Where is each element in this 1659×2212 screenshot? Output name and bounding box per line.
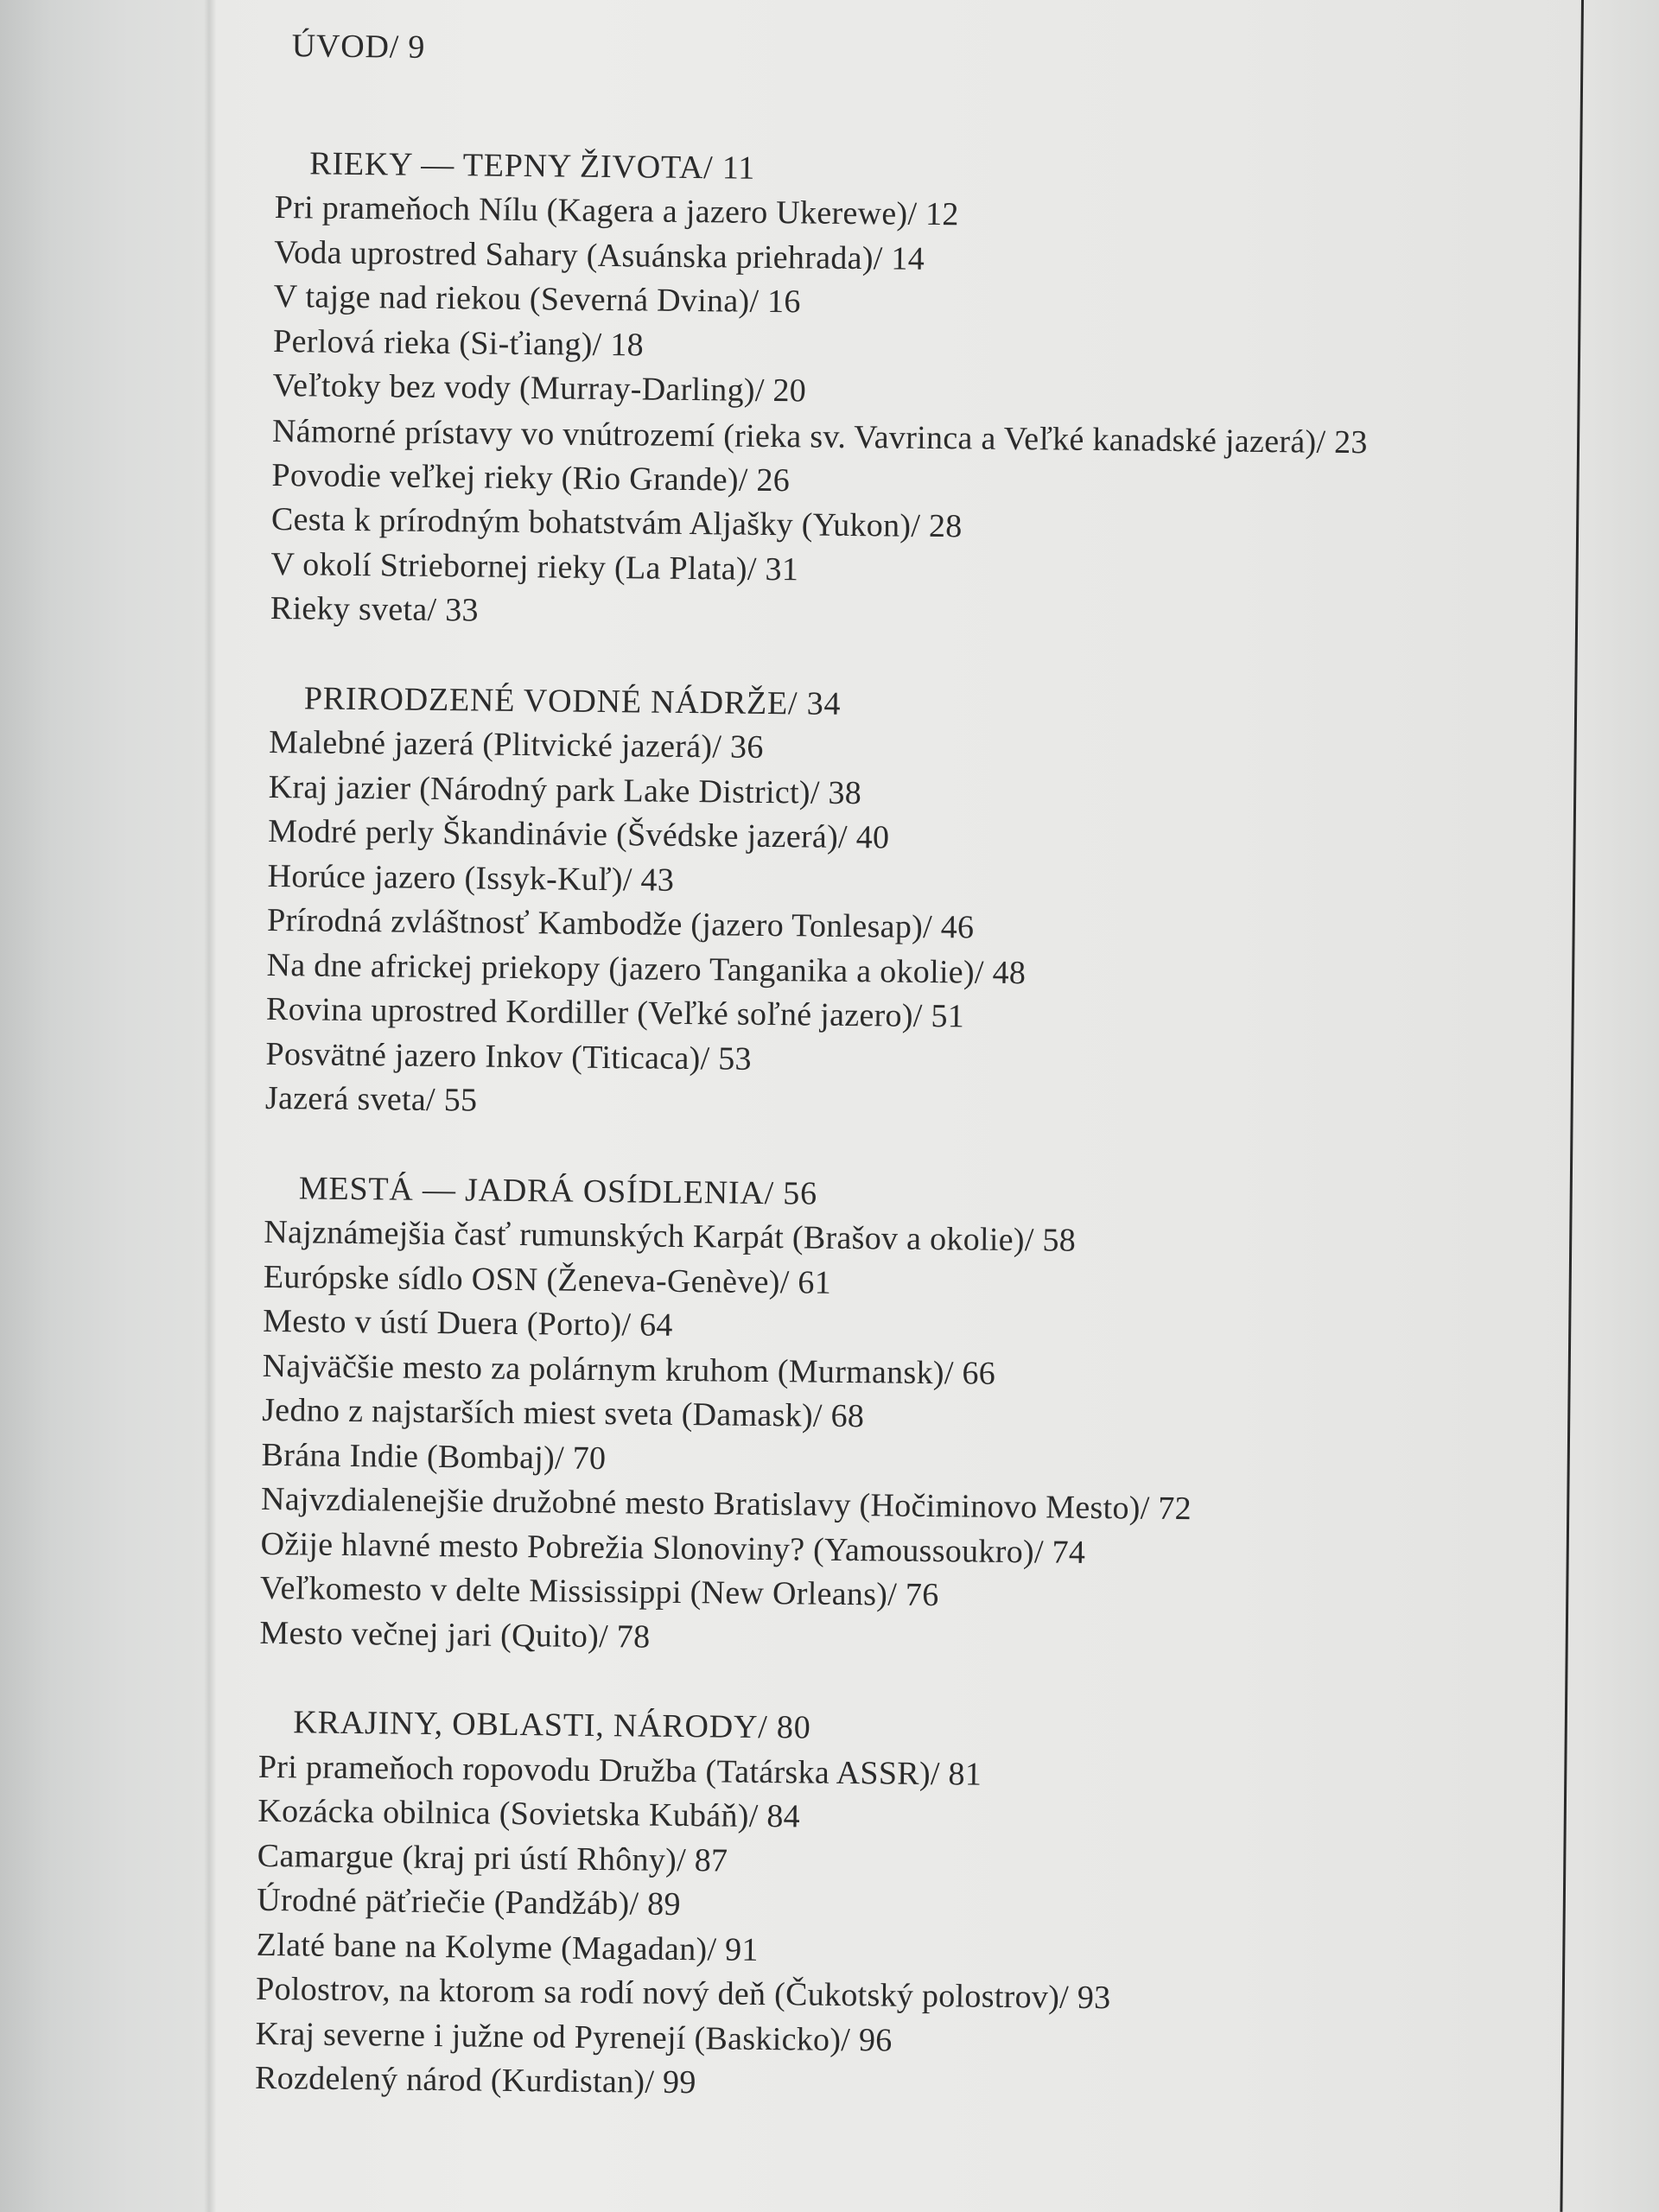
- toc-entry: Povodie veľkej rieky (Rio Grande)/ 26: [271, 456, 791, 499]
- toc-entry: Mesto v ústí Duera (Porto)/ 64: [263, 1302, 673, 1344]
- toc-entry: Úrodné päťriečie (Pandžáb)/ 89: [257, 1881, 681, 1923]
- section-lakes: [265, 676, 1548, 1134]
- toc-entry: V okolí Striebornej rieky (La Plata)/ 31: [270, 545, 799, 588]
- intro-entry: ÚVOD/ 9: [291, 28, 426, 66]
- section-heading: RIEKY — TEPNY ŽIVOTA/ 11: [309, 144, 756, 187]
- toc-entry: Malebné jazerá (Plitvické jazerá)/ 36: [269, 723, 764, 766]
- toc-entry: Jazerá sveta/ 55: [264, 1079, 478, 1119]
- toc-entry: Rieky sveta/ 33: [270, 589, 480, 629]
- section-heading: MESTÁ — JADRÁ OSÍDLENIA/ 56: [298, 1169, 818, 1212]
- toc-entry: Najznámejšia časť rumunských Karpát (Brašov a okolie)/ 58: [264, 1213, 1077, 1259]
- toc-entry: Najvzdialenejšie družobné mesto Bratislavy (Hočiminovo Mesto)/ 72: [260, 1480, 1192, 1528]
- toc-entry: Brána Indie (Bombaj)/ 70: [261, 1436, 607, 1477]
- toc-entry: Európske sídlo OSN (Ženeva-Genève)/ 61: [263, 1258, 832, 1301]
- toc-entry: Modré perly Škandinávie (Švédske jazerá)/ 40: [267, 812, 890, 856]
- toc-entry: Kraj jazier (Národný park Lake District)/ 38: [268, 768, 862, 811]
- section-heading: PRIRODZENÉ VODNÉ NÁDRŽE/ 34: [303, 679, 842, 722]
- toc-entry: Zlaté bane na Kolyme (Magadan)/ 91: [256, 1926, 759, 1968]
- section-heading: KRAJINY, OBLASTI, NÁRODY/ 80: [293, 1704, 811, 1746]
- toc-entry: Jedno z najstarších miest sveta (Damask)/ 68: [261, 1391, 865, 1435]
- toc-entry: Perlová rieka (Si-ťiang)/ 18: [272, 322, 645, 363]
- toc-entry: Cesta k prírodným bohatstvám Aljašky (Yukon)/ 28: [270, 500, 963, 545]
- section-regions: [255, 1700, 1538, 2114]
- toc-entry: Na dne africkej priekopy (jazero Tanganika a okolie)/ 48: [266, 946, 1027, 991]
- toc-entry: Pri prameňoch Nílu (Kagera a jazero Ukerewe)/ 12: [274, 188, 959, 233]
- toc-entry: Horúce jazero (Issyk-Kuľ)/ 43: [267, 857, 675, 899]
- toc-entry: Ožije hlavné mesto Pobrežia Slonoviny? (Yamoussoukro)/ 74: [260, 1525, 1086, 1571]
- section-cities: [259, 1166, 1543, 1669]
- toc-entry: Kraj severne i južne od Pyrenejí (Baskicko)/ 96: [255, 2015, 893, 2059]
- section-rivers: [270, 141, 1554, 644]
- toc-entry: Veľkomesto v delte Mississippi (New Orleans)/ 76: [259, 1569, 939, 1614]
- toc-entry: Námorné prístavy vo vnútrozemí (rieka sv. Vavrinca a Veľké kanadské jazerá)/ 23: [271, 412, 1368, 461]
- toc-entry: Polostrov, na ktorom sa rodí nový deň (Čukotský polostrov)/ 93: [255, 1970, 1111, 2017]
- toc-entry: Pri prameňoch ropovodu Družba (Tatárska ASSR)/ 81: [257, 1748, 982, 1793]
- toc-entry: Najväčšie mesto za polárnym kruhom (Murmansk)/ 66: [262, 1347, 996, 1392]
- toc-entry: Kozácka obilnica (Sovietska Kubáň)/ 84: [257, 1792, 801, 1835]
- table-of-contents: [255, 24, 1555, 2114]
- toc-entry: Mesto večnej jari (Quito)/ 78: [259, 1614, 651, 1656]
- toc-entry: Rovina uprostred Kordiller (Veľké soľné jazero)/ 51: [265, 990, 965, 1035]
- toc-entry: Veľtoky bez vody (Murray-Darling)/ 20: [272, 366, 807, 410]
- margin-rule: [1560, 0, 1584, 2212]
- toc-entry: Camargue (kraj pri ústí Rhôny)/ 87: [257, 1837, 728, 1879]
- toc-entry: Prírodná zvláštnosť Kambodže (jazero Tonlesap)/ 46: [266, 901, 975, 946]
- toc-entry: Posvätné jazero Inkov (Titicaca)/ 53: [265, 1035, 753, 1077]
- toc-entry: Voda uprostred Sahary (Asuánska priehrada)/ 14: [274, 233, 925, 277]
- book-spine-shadow: [0, 0, 216, 2212]
- toc-entry: V tajge nad riekou (Severná Dvina)/ 16: [273, 277, 801, 321]
- toc-entry: Rozdelený národ (Kurdistan)/ 99: [254, 2059, 696, 2101]
